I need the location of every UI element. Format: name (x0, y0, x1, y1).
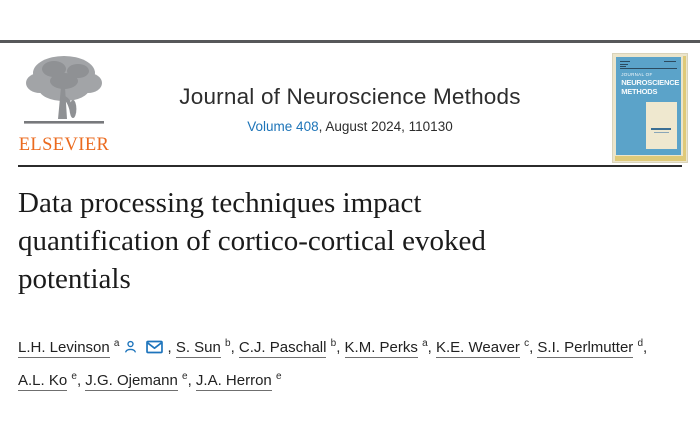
author-affiliation-sup: e (71, 371, 77, 382)
author (345, 339, 428, 356)
author-separator: , (187, 372, 196, 389)
author-separator: , (167, 339, 176, 356)
elsevier-wordmark: ELSEVIER (18, 135, 110, 155)
author (18, 339, 167, 356)
cover-journal-name: JOURNAL OF NEUROSCIENCE METHODS (621, 72, 680, 96)
author-separator: , (336, 339, 345, 356)
author-link[interactable]: J.A. Herron (195, 372, 272, 389)
author (537, 339, 643, 356)
volume-issue-line (110, 119, 590, 134)
envelope-icon[interactable] (146, 334, 163, 365)
author (85, 372, 187, 389)
elsevier-tree-icon (20, 51, 108, 133)
author-link[interactable]: S. Sun (175, 339, 221, 356)
author-affiliation-sup: d (637, 338, 644, 349)
author-affiliation-sup: b (225, 338, 231, 349)
journal-banner (0, 43, 700, 165)
author (239, 339, 336, 356)
author-separator: , (76, 372, 86, 389)
article-title: Data processing techniques impact quantification of cortico-cortical evoked potentials (18, 187, 486, 295)
author-affiliation-sup: a (422, 338, 428, 349)
author-separator: , (643, 339, 648, 356)
author-separator: , (427, 339, 436, 356)
author-link[interactable]: S.I. Perlmutter (537, 339, 634, 356)
author (18, 372, 77, 389)
cover-inner-panel (646, 102, 677, 149)
author-link[interactable]: A.L. Ko (18, 372, 68, 389)
volume-link[interactable]: Volume 408 (247, 119, 319, 134)
journal-title-link[interactable]: Journal of Neuroscience Methods (179, 84, 521, 109)
author-separator: , (230, 339, 239, 356)
issue-date-text: , August 2024, 110130 (318, 119, 453, 134)
author-affiliation-sup: c (524, 338, 530, 349)
author (196, 372, 282, 389)
author-affiliation-sup: b (330, 338, 337, 349)
cover-rule (620, 68, 677, 69)
author-link[interactable]: J.G. Ojemann (85, 372, 178, 389)
author-affiliation-sup: e (182, 371, 188, 382)
journal-heading-block (110, 83, 590, 134)
journal-cover-thumbnail[interactable] (612, 53, 688, 163)
elsevier-logo[interactable] (18, 51, 110, 163)
cover-gold-edge (615, 156, 686, 161)
cover-gold-edge (683, 56, 686, 161)
author-link[interactable]: K.M. Perks (344, 339, 418, 356)
author-affiliation-sup: a (113, 338, 120, 349)
author-link[interactable]: C.J. Paschall (238, 339, 327, 356)
author (436, 339, 529, 356)
cover-front-panel (616, 57, 681, 155)
person-icon[interactable] (123, 334, 138, 365)
author-separator: , (529, 339, 538, 356)
author-list (18, 332, 682, 396)
author-link[interactable]: L.H. Levinson (18, 339, 110, 356)
author-link[interactable]: K.E. Weaver (435, 339, 520, 356)
author (176, 339, 231, 356)
banner-divider (18, 165, 682, 167)
author-affiliation-sup: e (275, 371, 282, 382)
